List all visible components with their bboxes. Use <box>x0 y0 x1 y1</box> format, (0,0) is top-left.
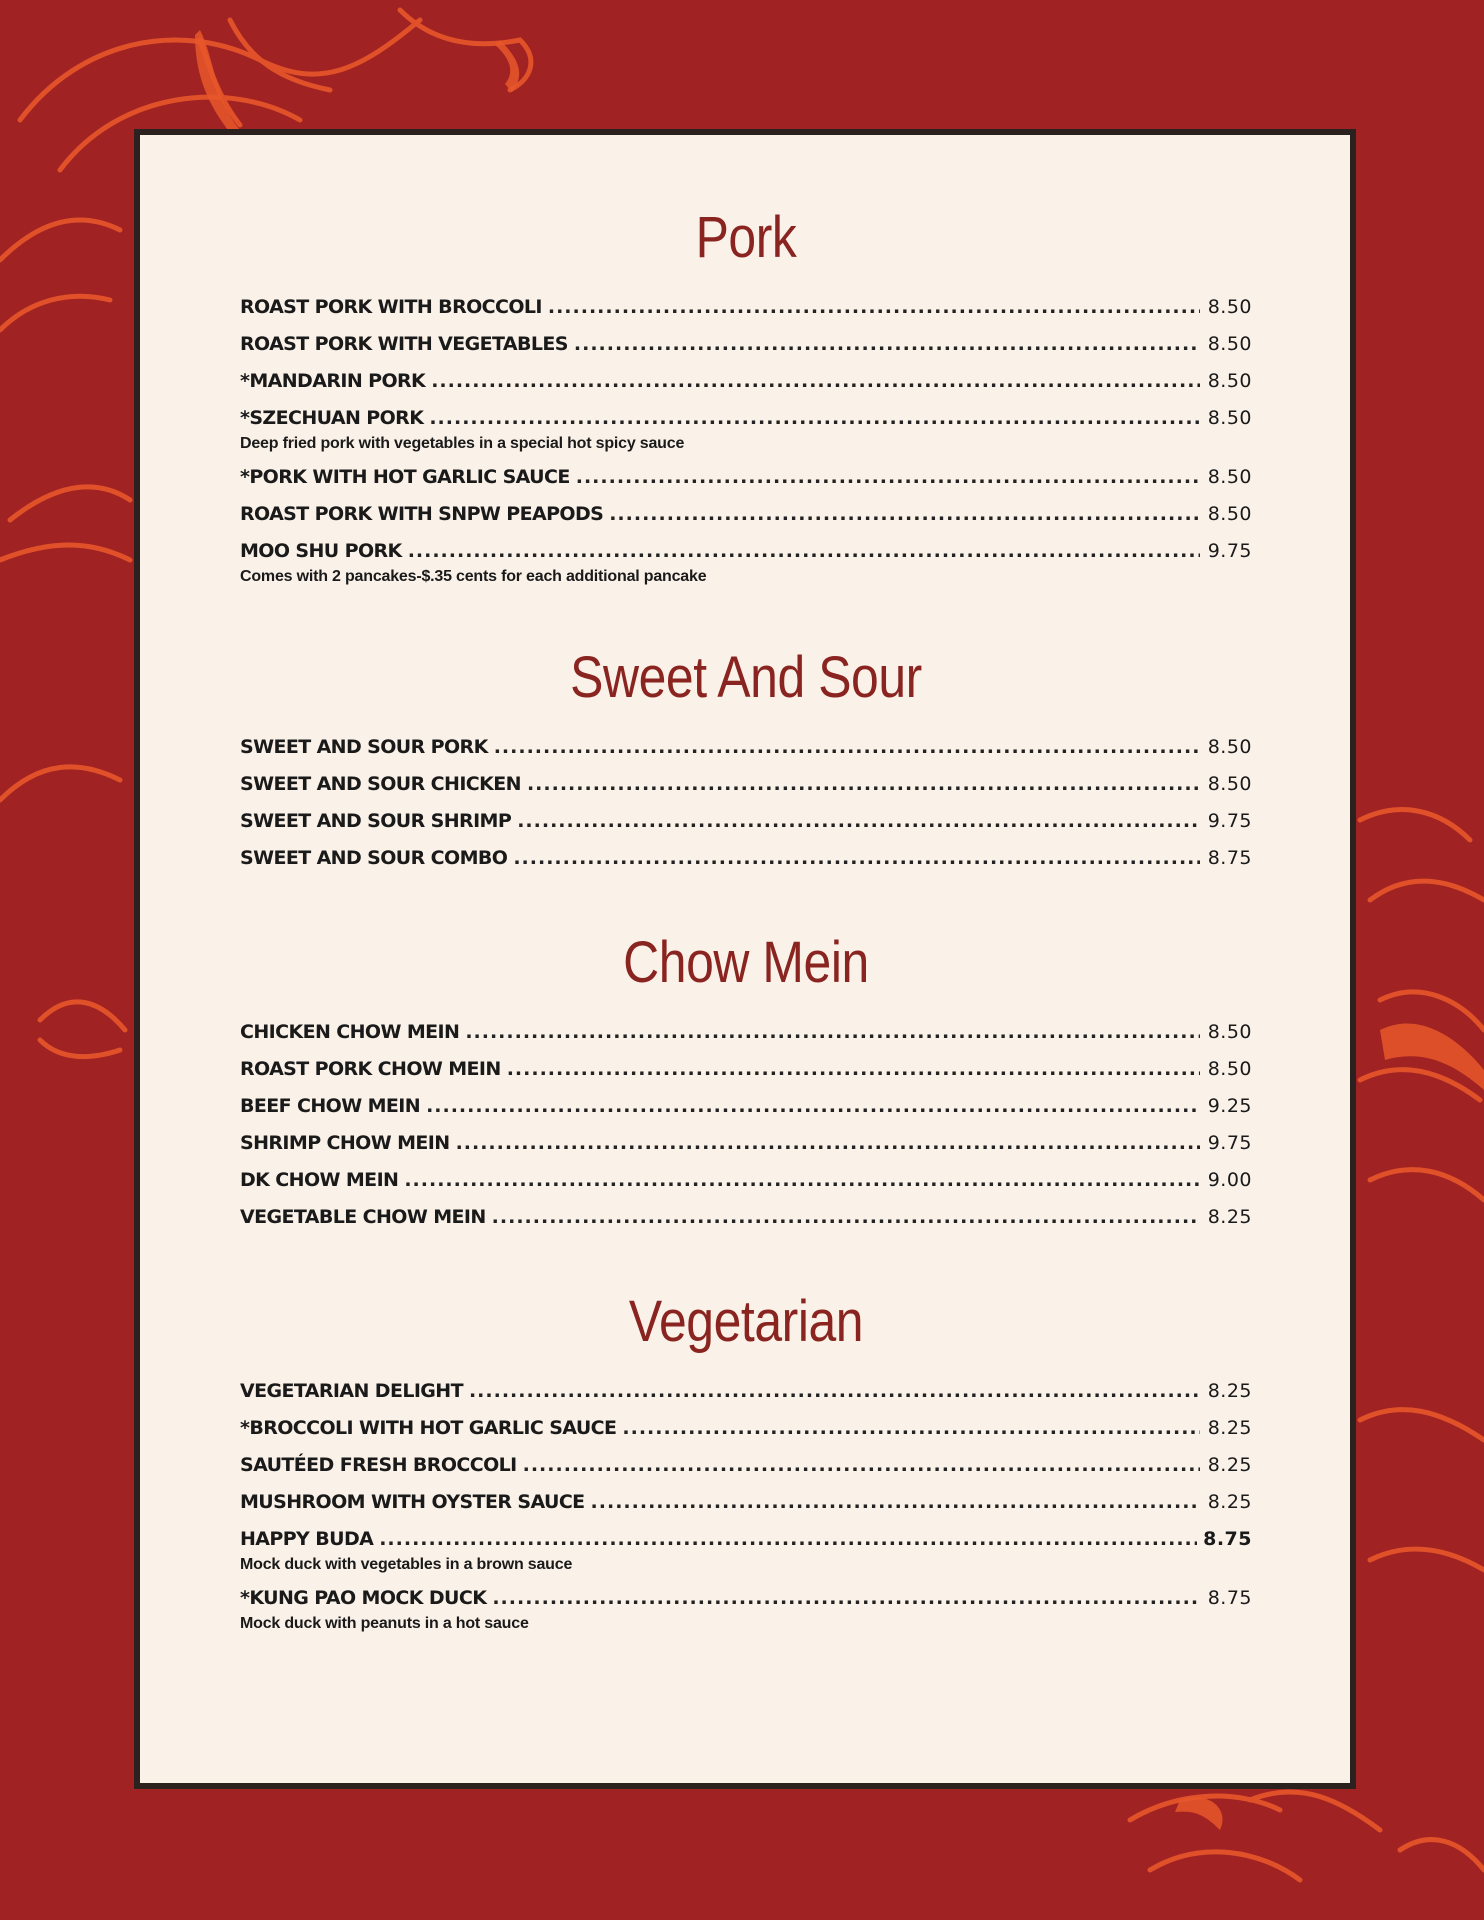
menu-item-description: Comes with 2 pancakes-$.35 cents for each additional pancake <box>240 568 707 585</box>
menu-item-row <box>240 1584 1252 1612</box>
dot-leader <box>426 1092 1200 1120</box>
menu-item <box>240 1525 1252 1575</box>
menu-item-row <box>240 537 1252 565</box>
menu-item-row <box>240 463 1252 491</box>
dot-leader <box>404 1166 1200 1194</box>
menu-content <box>240 203 1252 1643</box>
menu-item <box>240 293 1252 321</box>
menu-item <box>240 1018 1252 1046</box>
section-title: Vegetarian <box>628 1289 864 1354</box>
menu-item <box>240 500 1252 528</box>
menu-item-price: 8.50 <box>1207 1058 1252 1080</box>
menu-item-name: SHRIMP CHOW MEIN <box>240 1132 450 1154</box>
section-vegetarian <box>240 1287 1252 1634</box>
dot-leader <box>622 1414 1200 1442</box>
menu-item-row <box>240 1129 1252 1157</box>
menu-item-row <box>240 1018 1252 1046</box>
menu-item <box>240 1584 1252 1634</box>
menu-item <box>240 330 1252 358</box>
section-sweet-and-sour <box>240 643 1252 872</box>
menu-item-row <box>240 293 1252 321</box>
dot-leader <box>465 1018 1200 1046</box>
dot-leader <box>492 1203 1200 1231</box>
menu-item-description: Mock duck with vegetables in a brown sauce <box>240 1556 573 1573</box>
dot-leader <box>517 807 1200 835</box>
dot-leader <box>591 1488 1200 1516</box>
menu-item-price: 8.50 <box>1207 773 1252 795</box>
menu-item-name: ROAST PORK CHOW MEIN <box>240 1058 501 1080</box>
menu-item <box>240 807 1252 835</box>
menu-item <box>240 1203 1252 1231</box>
menu-item-description: Mock duck with peanuts in a hot sauce <box>240 1615 529 1632</box>
menu-item-name: VEGETARIAN DELIGHT <box>240 1380 463 1402</box>
menu-item-price: 8.50 <box>1207 466 1252 488</box>
dot-leader <box>431 367 1200 395</box>
menu-item-name: SWEET AND SOUR CHICKEN <box>240 773 521 795</box>
menu-item <box>240 1414 1252 1442</box>
dot-leader <box>548 293 1200 321</box>
menu-item-name: ROAST PORK WITH SNPW PEAPODS <box>240 503 604 525</box>
menu-item-name: VEGETABLE CHOW MEIN <box>240 1206 486 1228</box>
menu-item-row <box>240 844 1252 872</box>
menu-item-row <box>240 1377 1252 1405</box>
menu-item-price: 9.00 <box>1207 1169 1252 1191</box>
menu-item-name: *MANDARIN PORK <box>240 370 426 392</box>
dot-leader <box>429 404 1200 432</box>
menu-item-price: 8.50 <box>1207 736 1252 758</box>
dot-leader <box>408 537 1200 565</box>
menu-item-row <box>240 330 1252 358</box>
menu-item-price: 8.25 <box>1207 1491 1252 1513</box>
menu-item <box>240 1488 1252 1516</box>
menu-item-price: 9.25 <box>1207 1095 1252 1117</box>
menu-item-price: 8.75 <box>1207 1587 1252 1609</box>
menu-item-name: BEEF CHOW MEIN <box>240 1095 421 1117</box>
menu-item <box>240 1092 1252 1120</box>
menu-item <box>240 1451 1252 1479</box>
menu-item-price: 8.25 <box>1207 1417 1252 1439</box>
menu-item-row <box>240 500 1252 528</box>
dot-leader <box>469 1377 1200 1405</box>
dot-leader <box>379 1525 1197 1553</box>
menu-item <box>240 1055 1252 1083</box>
dot-leader <box>576 463 1200 491</box>
dot-leader <box>494 733 1200 761</box>
menu-item <box>240 404 1252 454</box>
menu-item-price: 8.50 <box>1207 407 1252 429</box>
menu-item-name: ROAST PORK WITH VEGETABLES <box>240 333 568 355</box>
menu-item-name: ROAST PORK WITH BROCCOLI <box>240 296 542 318</box>
section-pork <box>240 203 1252 587</box>
dot-leader <box>492 1584 1200 1612</box>
menu-item <box>240 1377 1252 1405</box>
menu-item <box>240 1129 1252 1157</box>
menu-item-name: DK CHOW MEIN <box>240 1169 399 1191</box>
dot-leader <box>513 844 1200 872</box>
menu-item-name: MUSHROOM WITH OYSTER SAUCE <box>240 1491 585 1513</box>
menu-item-row <box>240 1451 1252 1479</box>
dot-leader <box>527 770 1200 798</box>
menu-item-price: 9.75 <box>1207 1132 1252 1154</box>
menu-item <box>240 733 1252 761</box>
menu-item-price: 8.25 <box>1207 1454 1252 1476</box>
menu-item <box>240 367 1252 395</box>
dot-leader <box>456 1129 1200 1157</box>
menu-item-row <box>240 1488 1252 1516</box>
section-chow-mein <box>240 928 1252 1231</box>
menu-item-name: MOO SHU PORK <box>240 540 402 562</box>
menu-item-row <box>240 1055 1252 1083</box>
menu-item-price: 8.25 <box>1207 1206 1252 1228</box>
section-title: Sweet And Sour <box>570 645 922 710</box>
dot-leader <box>523 1451 1200 1479</box>
menu-item-price: 8.50 <box>1207 1021 1252 1043</box>
menu-item-row <box>240 1525 1252 1553</box>
menu-item-name: *PORK WITH HOT GARLIC SAUCE <box>240 466 570 488</box>
menu-item-price: 8.25 <box>1207 1380 1252 1402</box>
menu-item-name: SWEET AND SOUR SHRIMP <box>240 810 512 832</box>
menu-item-price: 8.75 <box>1207 847 1252 869</box>
menu-item-name: CHICKEN CHOW MEIN <box>240 1021 460 1043</box>
menu-item-row <box>240 807 1252 835</box>
menu-item-name: *BROCCOLI WITH HOT GARLIC SAUCE <box>240 1417 617 1439</box>
menu-item-row <box>240 1092 1252 1120</box>
menu-item <box>240 844 1252 872</box>
menu-item-row <box>240 1203 1252 1231</box>
dot-leader <box>507 1055 1200 1083</box>
menu-item-name: SAUTÉED FRESH BROCCOLI <box>240 1454 517 1476</box>
section-title: Pork <box>695 205 797 270</box>
menu-item <box>240 1166 1252 1194</box>
menu-item-price: 9.75 <box>1207 540 1252 562</box>
menu-item-row <box>240 733 1252 761</box>
menu-item-row <box>240 404 1252 432</box>
section-title: Chow Mein <box>623 930 869 995</box>
menu-item <box>240 770 1252 798</box>
menu-item-row <box>240 1414 1252 1442</box>
menu-item-description: Deep fried pork with vegetables in a special hot spicy sauce <box>240 435 685 452</box>
menu-item-name: HAPPY BUDA <box>240 1528 374 1550</box>
menu-item <box>240 463 1252 491</box>
menu-item-price: 8.50 <box>1207 333 1252 355</box>
menu-item-price: 8.50 <box>1207 370 1252 392</box>
menu-item-price: 8.75 <box>1203 1528 1252 1550</box>
menu-item-name: SWEET AND SOUR PORK <box>240 736 488 758</box>
menu-item-name: *KUNG PAO MOCK DUCK <box>240 1587 487 1609</box>
dot-leader <box>609 500 1200 528</box>
dot-leader <box>574 330 1200 358</box>
menu-item-row <box>240 367 1252 395</box>
menu-item-row <box>240 770 1252 798</box>
menu-item-price: 8.50 <box>1207 503 1252 525</box>
menu-item-name: SWEET AND SOUR COMBO <box>240 847 508 869</box>
menu-item-name: *SZECHUAN PORK <box>240 407 424 429</box>
menu-item <box>240 537 1252 587</box>
menu-item-row <box>240 1166 1252 1194</box>
menu-item-price: 8.50 <box>1207 296 1252 318</box>
menu-item-price: 9.75 <box>1207 810 1252 832</box>
menu-panel <box>134 129 1356 1789</box>
